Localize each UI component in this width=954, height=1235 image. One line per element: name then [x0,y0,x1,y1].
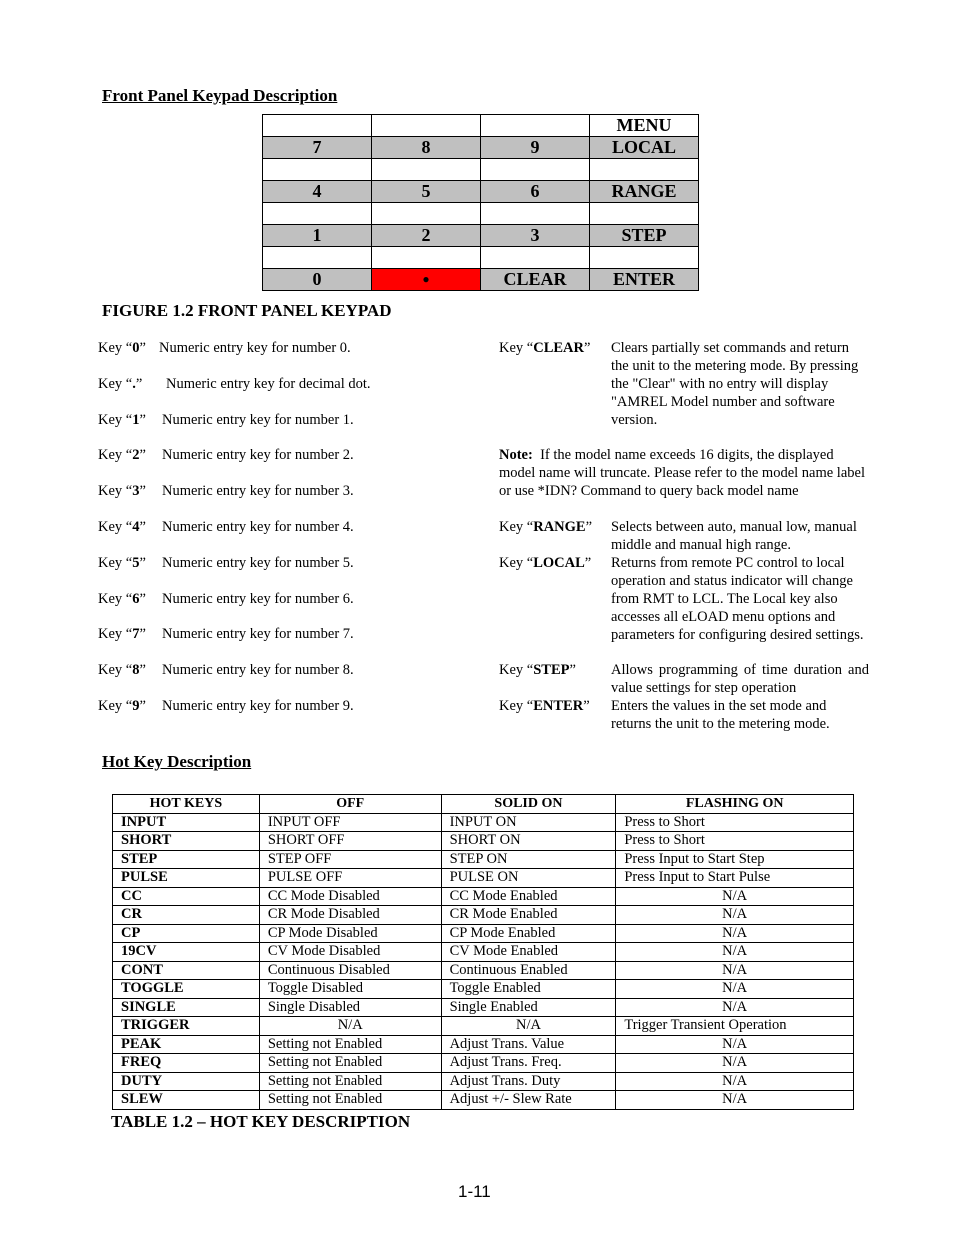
table-cell: N/A [616,1091,854,1110]
table-cell: N/A [616,887,854,906]
hot-key-name: SINGLE [113,998,260,1017]
table-row [113,1054,854,1073]
keypad-spacer [263,247,372,269]
numeric-key-label: Key “8” [98,662,146,678]
table-row [113,980,854,999]
hot-key-name: CONT [113,961,260,980]
table-header-row [113,795,854,814]
keypad-row [263,115,699,137]
keypad-row [263,181,699,203]
table-cell: STEP ON [441,850,616,869]
key-desc-range: Selects between auto, manual low, manual middle and manual high range. [611,519,857,553]
keypad-key: STEP [590,225,699,247]
table-cell: Setting not Enabled [259,1072,441,1091]
keypad-key-decimal: ● [372,269,481,291]
keypad-spacer [263,115,372,137]
table-row [113,906,854,925]
keypad-row [263,159,699,181]
table-cell: N/A [616,961,854,980]
column-header: SOLID ON [441,795,616,814]
table-cell: Setting not Enabled [259,1091,441,1110]
table-cell: Continuous Enabled [441,961,616,980]
table-row [113,850,854,869]
hot-key-name: CR [113,906,260,925]
keypad-spacer [481,247,590,269]
table-cell: INPUT ON [441,813,616,832]
keypad-spacer [481,115,590,137]
table-cell: N/A [259,1017,441,1036]
keypad-key: 1 [263,225,372,247]
keypad-key: CLEAR [481,269,590,291]
table-cell: Adjust Trans. Duty [441,1072,616,1091]
column-header: FLASHING ON [616,795,854,814]
numeric-key-label: Key “4” [98,519,146,535]
numeric-key-desc: Numeric entry key for decimal dot. [166,376,371,392]
table-cell: CR Mode Disabled [259,906,441,925]
hot-key-name: FREQ [113,1054,260,1073]
numeric-key-label: Key “3” [98,483,146,499]
keypad-key: RANGE [590,181,699,203]
table-cell: CC Mode Disabled [259,887,441,906]
hot-key-name: SHORT [113,832,260,851]
keypad-spacer [372,247,481,269]
numeric-key-desc: Numeric entry key for number 5. [162,555,354,571]
key-desc-enter: Enters the values in the set mode and returns the unit to the metering mode. [611,698,830,732]
numeric-key-desc: Numeric entry key for number 3. [162,483,354,499]
column-header: HOT KEYS [113,795,260,814]
table-cell: CP Mode Enabled [441,924,616,943]
keypad-row [263,137,699,159]
table-cell: N/A [616,1054,854,1073]
hot-key-table [112,794,854,1110]
numeric-key-label: Key “9” [98,698,146,714]
hot-key-name: PULSE [113,869,260,888]
table-cell: Continuous Disabled [259,961,441,980]
hot-key-name: DUTY [113,1072,260,1091]
keypad-row [263,269,699,291]
hot-key-name: TOGGLE [113,980,260,999]
table-row [113,998,854,1017]
key-desc-clear: Clears partially set commands and return the unit to the metering mode. By pressing the "Clear" with no entry will display "AMREL Model number and software version. [611,340,859,428]
table-cell: Press Input to Start Pulse [616,869,854,888]
hot-key-name: TRIGGER [113,1017,260,1036]
table-cell: SHORT OFF [259,832,441,851]
numeric-key-desc: Numeric entry key for number 6. [162,591,354,607]
keypad-spacer [263,203,372,225]
numeric-key-label: Key “6” [98,591,146,607]
table-cell: N/A [616,906,854,925]
keypad-spacer [372,115,481,137]
table-cell: Toggle Disabled [259,980,441,999]
keypad-key: 5 [372,181,481,203]
keypad-key: 7 [263,137,372,159]
table-row [113,1017,854,1036]
numeric-key-desc: Numeric entry key for number 7. [162,626,354,642]
table-cell: Press Input to Start Step [616,850,854,869]
keypad-spacer [590,247,699,269]
hot-key-name: STEP [113,850,260,869]
keypad-key: 0 [263,269,372,291]
model-name-note: Note: If the model name exceeds 16 digits, the displayed model name will truncate. Please refer to the model name label or use *IDN? Command to query back model name [499,447,865,499]
numeric-key-desc: Numeric entry key for number 9. [162,698,354,714]
table-row [113,1072,854,1091]
table-row [113,924,854,943]
hot-key-name: INPUT [113,813,260,832]
key-label-range: Key “RANGE” [499,519,593,535]
key-desc-local: Returns from remote PC control to local operation and status indicator will change from RMT to LCL. The Local key also accesses all eLOAD menu options and parameters for configuring desired settings. [611,555,864,643]
table-cell: Adjust +/- Slew Rate [441,1091,616,1110]
table-cell: CR Mode Enabled [441,906,616,925]
keypad-key: 9 [481,137,590,159]
table-row [113,961,854,980]
table-caption: TABLE 1.2 – HOT KEY DESCRIPTION [111,1112,411,1131]
numeric-key-label: Key “2” [98,447,146,463]
keypad-spacer [263,159,372,181]
table-cell: Setting not Enabled [259,1035,441,1054]
numeric-key-desc: Numeric entry key for number 4. [162,519,354,535]
figure-caption: FIGURE 1.2 FRONT PANEL KEYPAD [102,301,392,320]
keypad-key: MENU [590,115,699,137]
numeric-key-label: Key “0” [98,340,146,356]
keypad-spacer [590,159,699,181]
numeric-key-label: Key “7” [98,626,146,642]
keypad-key: LOCAL [590,137,699,159]
keypad-spacer [481,159,590,181]
table-cell: Single Disabled [259,998,441,1017]
hot-key-name: PEAK [113,1035,260,1054]
table-cell: N/A [616,980,854,999]
table-row [113,1091,854,1110]
table-row [113,832,854,851]
hot-key-name: CC [113,887,260,906]
keypad-key: 8 [372,137,481,159]
section-heading-keypad: Front Panel Keypad Description [102,86,338,105]
table-row [113,869,854,888]
table-cell: STEP OFF [259,850,441,869]
hot-key-name: 19CV [113,943,260,962]
table-cell: Toggle Enabled [441,980,616,999]
table-cell: Adjust Trans. Freq. [441,1054,616,1073]
key-label-local: Key “LOCAL” [499,555,592,571]
numeric-key-label: Key “1” [98,412,146,428]
table-cell: Press to Short [616,832,854,851]
key-desc-step: Allows programming of time duration and value settings for step operation [611,662,869,696]
numeric-key-desc: Numeric entry key for number 8. [162,662,354,678]
keypad-key: ENTER [590,269,699,291]
keypad-spacer [372,159,481,181]
keypad-key: 6 [481,181,590,203]
table-cell: N/A [616,1072,854,1091]
front-panel-keypad [262,114,699,291]
numeric-key-desc: Numeric entry key for number 0. [159,340,351,356]
page-number: 1-11 [458,1182,491,1201]
keypad-key: 3 [481,225,590,247]
table-row [113,1035,854,1054]
table-cell: N/A [616,1035,854,1054]
table-row [113,943,854,962]
keypad-row [263,203,699,225]
section-heading-hot-keys: Hot Key Description [102,752,252,771]
numeric-key-label: Key “.” [98,376,143,392]
keypad-spacer [372,203,481,225]
numeric-key-label: Key “5” [98,555,146,571]
table-cell: Single Enabled [441,998,616,1017]
table-cell: Press to Short [616,813,854,832]
keypad-key: 4 [263,181,372,203]
table-row [113,887,854,906]
table-cell: Adjust Trans. Value [441,1035,616,1054]
table-cell: Setting not Enabled [259,1054,441,1073]
table-cell: N/A [441,1017,616,1036]
keypad-row [263,225,699,247]
table-cell: N/A [616,924,854,943]
table-cell: N/A [616,943,854,962]
table-cell: N/A [616,998,854,1017]
key-label-clear: Key “CLEAR” [499,340,591,356]
table-cell: SHORT ON [441,832,616,851]
numeric-key-desc: Numeric entry key for number 2. [162,447,354,463]
key-label-enter: Key “ENTER” [499,698,590,714]
table-cell: CV Mode Disabled [259,943,441,962]
table-cell: INPUT OFF [259,813,441,832]
key-label-step: Key “STEP” [499,662,576,678]
table-cell: PULSE ON [441,869,616,888]
keypad-row [263,247,699,269]
table-row [113,813,854,832]
table-cell: Trigger Transient Operation [616,1017,854,1036]
table-cell: CP Mode Disabled [259,924,441,943]
column-header: OFF [259,795,441,814]
table-cell: PULSE OFF [259,869,441,888]
keypad-spacer [590,203,699,225]
keypad-spacer [481,203,590,225]
table-cell: CV Mode Enabled [441,943,616,962]
hot-key-name: CP [113,924,260,943]
table-cell: CC Mode Enabled [441,887,616,906]
keypad-key: 2 [372,225,481,247]
hot-key-name: SLEW [113,1091,260,1110]
numeric-key-desc: Numeric entry key for number 1. [162,412,354,428]
